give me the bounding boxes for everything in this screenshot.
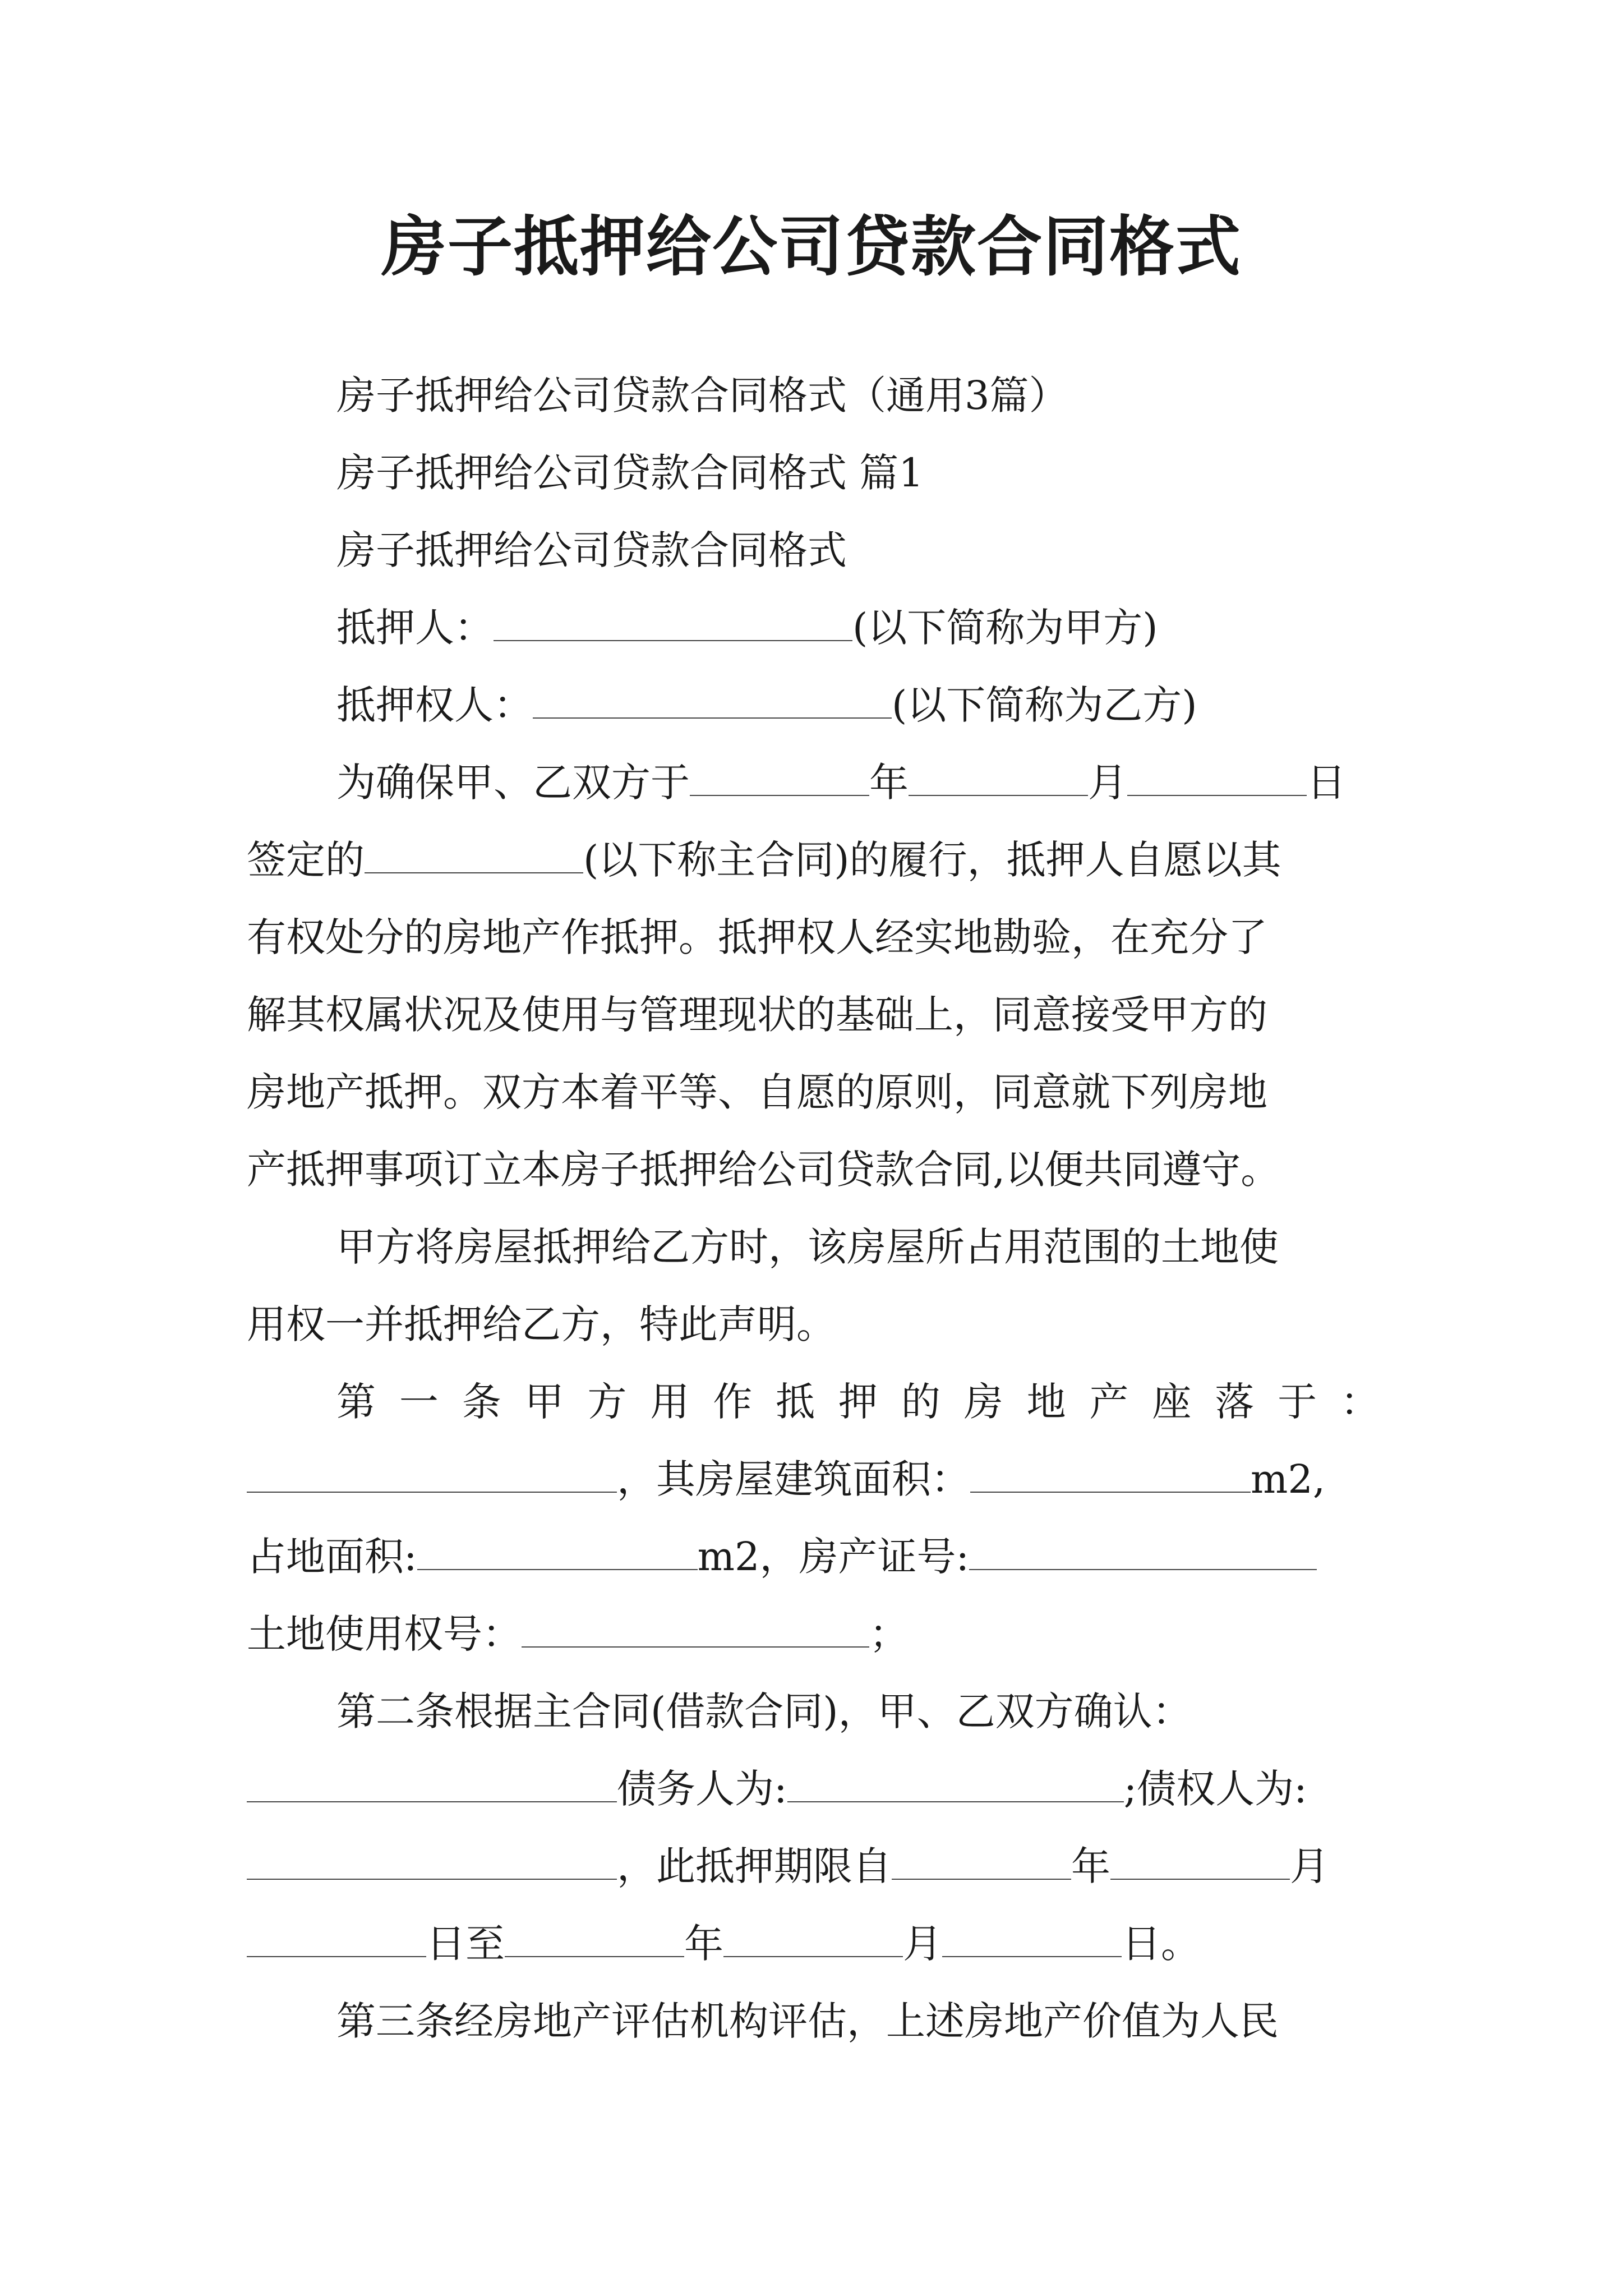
article-1-line (247, 1451, 1380, 1507)
start-day-blank[interactable] (247, 1917, 426, 1957)
article-1-line (247, 1606, 1380, 1662)
start-year-blank[interactable] (892, 1839, 1071, 1880)
paragraph-line (247, 832, 1380, 888)
text-fragment: 月 (1088, 760, 1127, 806)
text-line: 房子抵押给公司贷款合同格式 篇1 (336, 450, 924, 496)
text-fragment: 月 (903, 1921, 942, 1967)
paragraph-line (247, 909, 1380, 965)
contract-heading (247, 522, 1380, 578)
end-year-blank[interactable] (505, 1917, 684, 1957)
paragraph-line (247, 1219, 1380, 1275)
year-blank[interactable] (690, 756, 869, 796)
mortgagor-blank[interactable] (494, 601, 852, 641)
article-2-line (247, 1761, 1380, 1817)
text-fragment: 债务人为: (617, 1766, 787, 1812)
text-line: 甲方将房屋抵押给乙方时，该房屋所占用范围的土地使 (336, 1224, 1279, 1270)
article-2-line (247, 1916, 1380, 1972)
text-line: 房地产抵押。双方本着平等、自愿的原则，同意就下列房地 (247, 1069, 1267, 1115)
building-area-blank[interactable] (970, 1452, 1251, 1493)
text-fragment: (以下称主合同)的履行，抵押人自愿以其 (583, 837, 1281, 883)
day-blank[interactable] (1127, 756, 1307, 796)
date-line (247, 754, 1380, 811)
text-fragment: 月 (1290, 1843, 1329, 1889)
article-3-line (247, 1993, 1380, 2049)
property-cert-blank[interactable] (969, 1530, 1317, 1570)
article-1-line (247, 1374, 1380, 1430)
article-1-line (247, 1529, 1380, 1585)
text-line: 产抵押事项订立本房子抵押给公司贷款合同,以便共同遵守。 (247, 1147, 1280, 1193)
paragraph-line (247, 987, 1380, 1043)
paragraph-line (247, 1296, 1380, 1352)
text-fragment: 年 (869, 760, 909, 806)
text-line: 有权处分的房地产作抵押。抵押权人经实地勘验，在充分了 (247, 914, 1267, 960)
text-line: 第三条经房地产评估机构评估，上述房地产价值为人民 (336, 1998, 1279, 2044)
text-fragment: ;债权人为: (1123, 1766, 1307, 1812)
text-fragment: 年 (1071, 1843, 1110, 1889)
mortgagee-line (247, 677, 1380, 733)
text-fragment: ； (869, 1611, 909, 1657)
month-blank[interactable] (909, 756, 1088, 796)
article-2-line (247, 1838, 1380, 1894)
text-fragment: 日至 (426, 1921, 505, 1967)
text-fragment: 签定的 (247, 837, 365, 883)
text-fragment: ，此抵押期限自 (617, 1843, 892, 1889)
text-fragment: 为确保甲、乙双方于 (336, 760, 690, 806)
section-heading (247, 445, 1380, 501)
text-fragment: (以下简称为甲方) (852, 605, 1158, 651)
debt-blank[interactable] (247, 1762, 617, 1802)
end-day-blank[interactable] (942, 1917, 1122, 1957)
text-fragment: 日 (1307, 760, 1346, 806)
text-fragment: 年 (684, 1921, 723, 1967)
debtor-blank[interactable] (787, 1762, 1124, 1802)
mortgagee-label: 抵押权人： (336, 682, 533, 728)
creditor-blank[interactable] (247, 1839, 617, 1880)
document-title: 房子抵押给公司贷款合同格式 (381, 209, 1242, 285)
end-month-blank[interactable] (723, 1917, 903, 1957)
contract-name-blank[interactable] (365, 833, 583, 873)
doc-subtitle (247, 367, 1380, 424)
paragraph-line (247, 1064, 1380, 1120)
article-2-line (247, 1683, 1380, 1740)
text-fragment: m2, (1251, 1456, 1326, 1502)
text-fragment: 土地使用权号： (247, 1611, 522, 1657)
text-line: 房子抵押给公司贷款合同格式（通用3篇） (336, 372, 1068, 418)
text-fragment: 日。 (1122, 1921, 1200, 1967)
mortgagee-blank[interactable] (533, 678, 892, 719)
text-fragment: ，其房屋建筑面积： (617, 1456, 970, 1502)
text-line: 第一条甲方用作抵押的房地产座落于： (336, 1379, 1380, 1425)
text-fragment: 占地面积: (247, 1534, 417, 1580)
text-line: 解其权属状况及使用与管理现状的基础上，同意接受甲方的 (247, 992, 1267, 1038)
start-month-blank[interactable] (1110, 1839, 1290, 1880)
text-fragment: m2，房产证号: (697, 1534, 970, 1580)
land-area-blank[interactable] (417, 1530, 698, 1570)
text-line: 房子抵押给公司贷款合同格式 (336, 527, 847, 573)
text-fragment: (以下简称为乙方) (892, 682, 1197, 728)
paragraph-line (247, 1142, 1380, 1198)
text-line: 第二条根据主合同(借款合同)，甲、乙双方确认： (336, 1688, 1192, 1734)
mortgagor-line (247, 600, 1380, 656)
mortgagor-label: 抵押人： (336, 605, 494, 651)
land-right-blank[interactable] (522, 1607, 869, 1648)
location-blank[interactable] (247, 1452, 617, 1493)
text-line: 用权一并抵押给乙方，特此声明。 (247, 1301, 836, 1347)
